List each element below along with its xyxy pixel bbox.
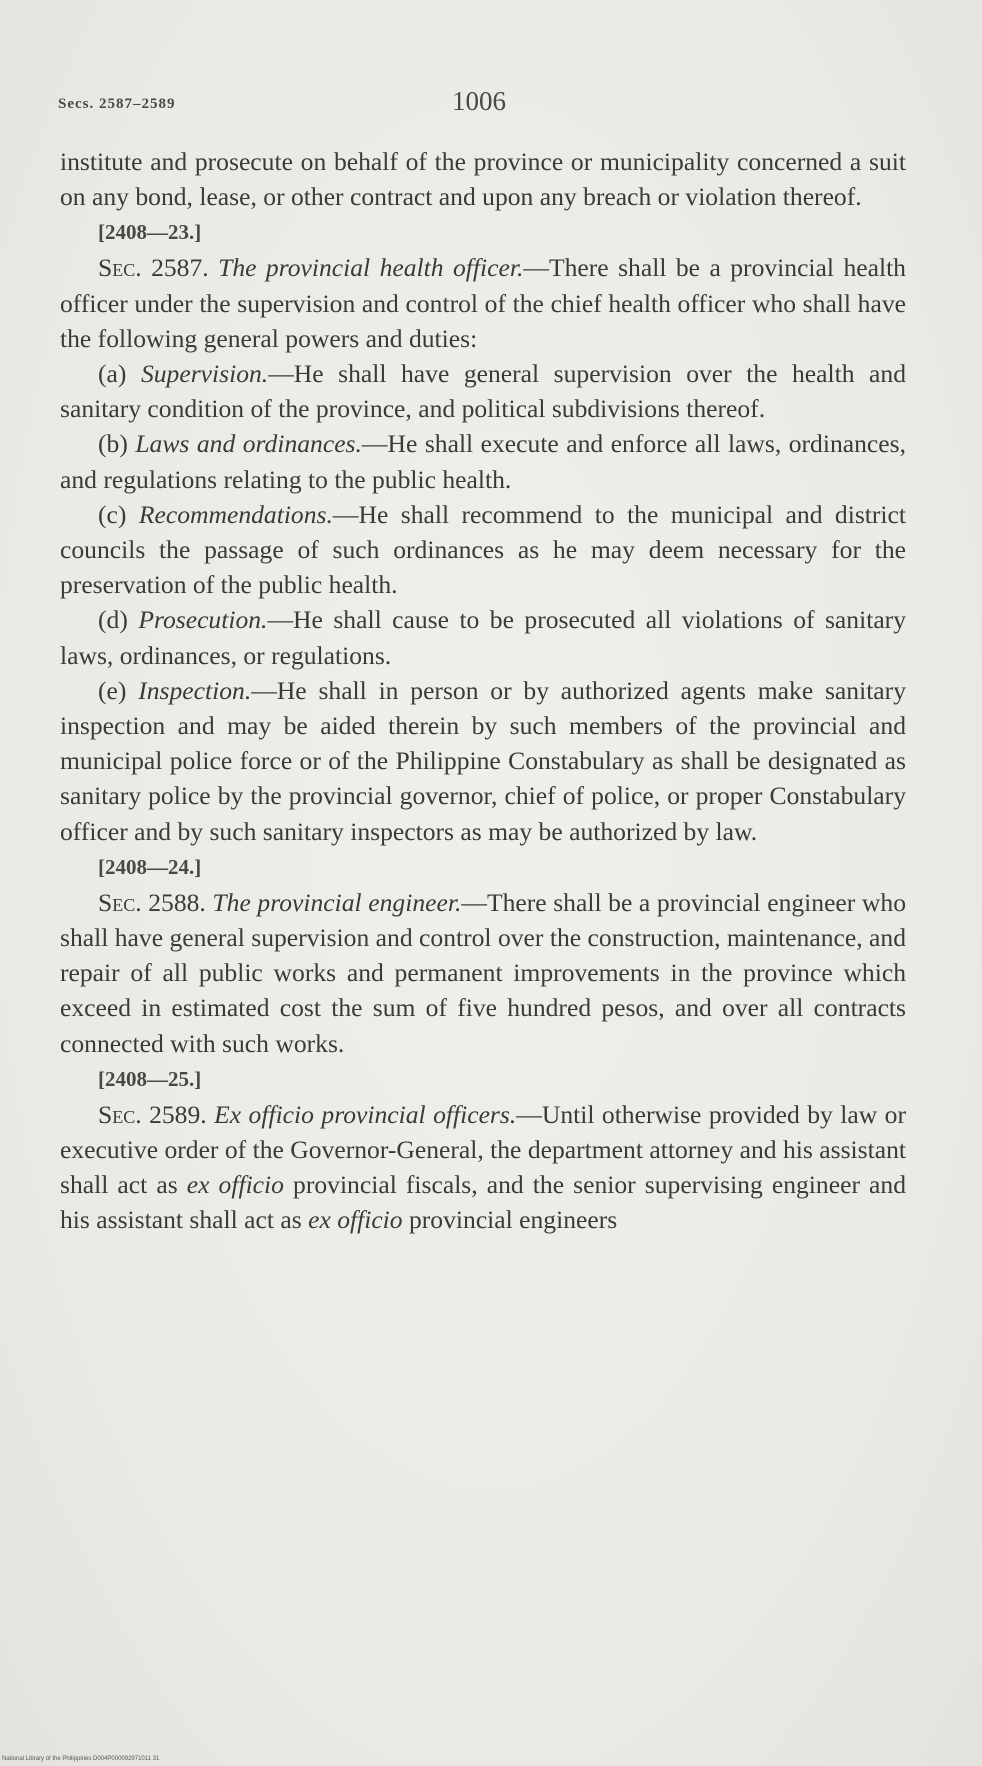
item-marker: (a) [98, 359, 127, 389]
latin-term: ex officio [186, 1170, 284, 1200]
scan-footer: National Library of the Philippines D004P000092971011 31 [2, 1756, 160, 1762]
section-text: —There shall be a provincial health officer under the supervision and control of the chief health officer who shall have the following general powers and duties: [60, 253, 906, 353]
item-marker: (d) [98, 605, 128, 635]
section-text: —Until otherwise provided by law or executive order of the Governor-General, the department attorney and his assistant shall act as [60, 1099, 906, 1200]
section-label: Sec. 2588. [98, 887, 206, 917]
section-label: Sec. 2587. [98, 253, 209, 283]
item-marker: (c) [98, 499, 127, 529]
item-marker: (b) [98, 429, 128, 459]
item-text: —He shall cause to be prosecuted all violations of sanitary laws, ordinances, or regulations. [60, 605, 906, 670]
item-text: —He shall recommend to the municipal and district councils the passage of such ordinances as he may deem necessary for the preservation of the public health. [60, 499, 907, 600]
running-head [58, 86, 906, 126]
item-heading: Supervision. [140, 359, 269, 389]
item-text: —He shall in person or by authorized agents make sanitary inspection and may be aided therein by such members of the provincial and municipal police force or of the Philippine Constabulary as shall be designated as sanitary police by the provincial governor, chief of police, or proper Constabulary officer and by such sanitary inspectors as may be authorized by law. [60, 675, 906, 846]
body-text [60, 144, 906, 1238]
section-2588 [60, 885, 906, 1061]
section-2589 [60, 1097, 906, 1238]
item-a [60, 356, 906, 426]
section-heading: The provincial health officer. [218, 253, 524, 283]
item-heading: Prosecution. [138, 605, 268, 635]
section-heading: The provincial engineer. [212, 887, 462, 917]
section-heading: Ex officio provincial officers. [214, 1099, 517, 1129]
section-range: Secs. 2587–2589 [58, 96, 176, 112]
source-reference: [2408—24.] [98, 854, 202, 879]
item-text: —He shall execute and enforce all laws, ordinances, and regulations relating to the public health. [60, 429, 906, 494]
section-label: Sec. 2589. [98, 1099, 207, 1129]
item-marker: (e) [98, 675, 127, 705]
item-e [60, 673, 906, 849]
source-reference: [2408—23.] [98, 220, 202, 245]
continuation-paragraph: institute and prosecute on behalf of the province or municipality concerned a suit on any bond, lease, or other contract and upon any breach or violation thereof. [60, 147, 906, 212]
item-c [60, 497, 906, 603]
item-b [60, 426, 906, 496]
section-text: provincial engineers [402, 1205, 618, 1235]
page-number: 1006 [452, 86, 506, 116]
item-text: —He shall have general supervision over the health and sanitary condition of the province, and political subdivisions thereof. [60, 359, 906, 424]
latin-term: ex officio [308, 1205, 403, 1235]
section-text: provincial fiscals, and the senior supervising engineer and his assistant shall act as [60, 1170, 906, 1235]
item-heading: Recommendations. [138, 499, 333, 529]
item-heading: Laws and ordinances. [135, 429, 362, 459]
item-d [60, 602, 906, 672]
source-reference: [2408—25.] [98, 1066, 202, 1091]
item-heading: Inspection. [138, 675, 252, 705]
section-text: —There shall be a provincial engineer who shall have general supervision and control over the construction, maintenance, and repair of all public works and permanent improvements in the province which exceed in estimated cost the sum of five hundred pesos, and over all contracts connected with such works. [60, 887, 906, 1058]
section-2587 [60, 250, 906, 356]
